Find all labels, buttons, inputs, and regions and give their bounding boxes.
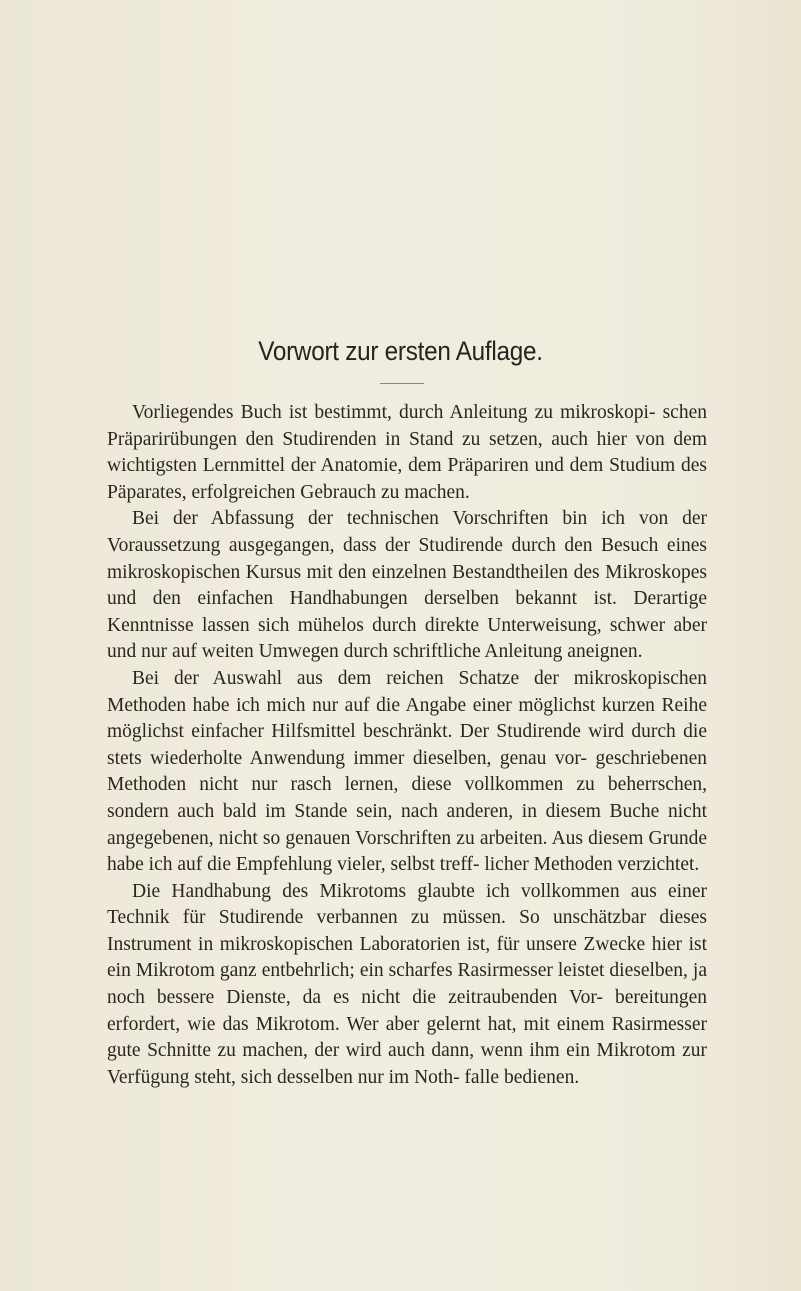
paragraph-4: Die Handhabung des Mikrotoms glaubte ich vollkommen aus einer Technik für Studirende verbannen zu müssen. So unschätzbar dieses Instrument in mikroskopischen Laboratorien ist, für unsere Zwecke hier ist ein Mikrotom ganz entbehrlich; ein scharfes Rasirmesser leistet dieselben, ja noch bessere Dienste, da es nicht die zeitraubenden Vor- bereitungen erfordert, wie das Mikrotom. Wer aber gelernt hat, mit einem Rasirmesser gute Schnitte zu machen, der wird auch dann, wenn ihm ein Mikrotom zur Verfügung steht, sich desselben nur im Noth- falle bedienen. — [107, 880, 707, 1088]
paragraph-2: Bei der Abfassung der technischen Vorschriften bin ich von der Voraussetzung ausgegangen, dass der Studirende durch den Besuch eines mikroskopischen Kursus mit den einzelnen Bestandtheilen des Mikroskopes und den einfachen Handhabungen derselben bekannt ist. Derartige Kenntnisse lassen sich mühelos durch direkte Unterweisung, schwer aber und nur auf weiten Umwegen durch schriftliche Anleitung aneignen. — [107, 508, 707, 663]
paragraph-3: Bei der Auswahl aus dem reichen Schatze der mikroskopischen Methoden habe ich mich nur auf die Angabe einer möglichst kurzen Reihe möglichst einfacher Hilfsmittel beschränkt. Der Studirende wird durch die stets wiederholte Anwendung immer dieselben, genau vor- geschriebenen Methoden nicht nur rasch lernen, diese vollkommen zu beherrschen, sondern auch bald im Stande sein, nach anderen, in diesem Buche nicht angegebenen, nicht so genauen Vorschriften zu arbeiten. Aus diesem Grunde habe ich auf die Empfehlung vieler, selbst treff- licher Methoden verzichtet. — [107, 667, 707, 876]
page-title: Vorwort zur ersten Auflage. — [258, 336, 543, 366]
title-divider — [380, 383, 424, 384]
preface-text — [107, 400, 707, 1091]
paragraph-1: Vorliegendes Buch ist bestimmt, durch Anleitung zu mikroskopi- schen Präparirübungen den Studirenden in Stand zu setzen, auch hier von dem wichtigsten Lernmittel der Anatomie, dem Präpariren und dem Studium des Päparates, erfolgreichen Gebrauch zu machen. — [107, 402, 707, 503]
